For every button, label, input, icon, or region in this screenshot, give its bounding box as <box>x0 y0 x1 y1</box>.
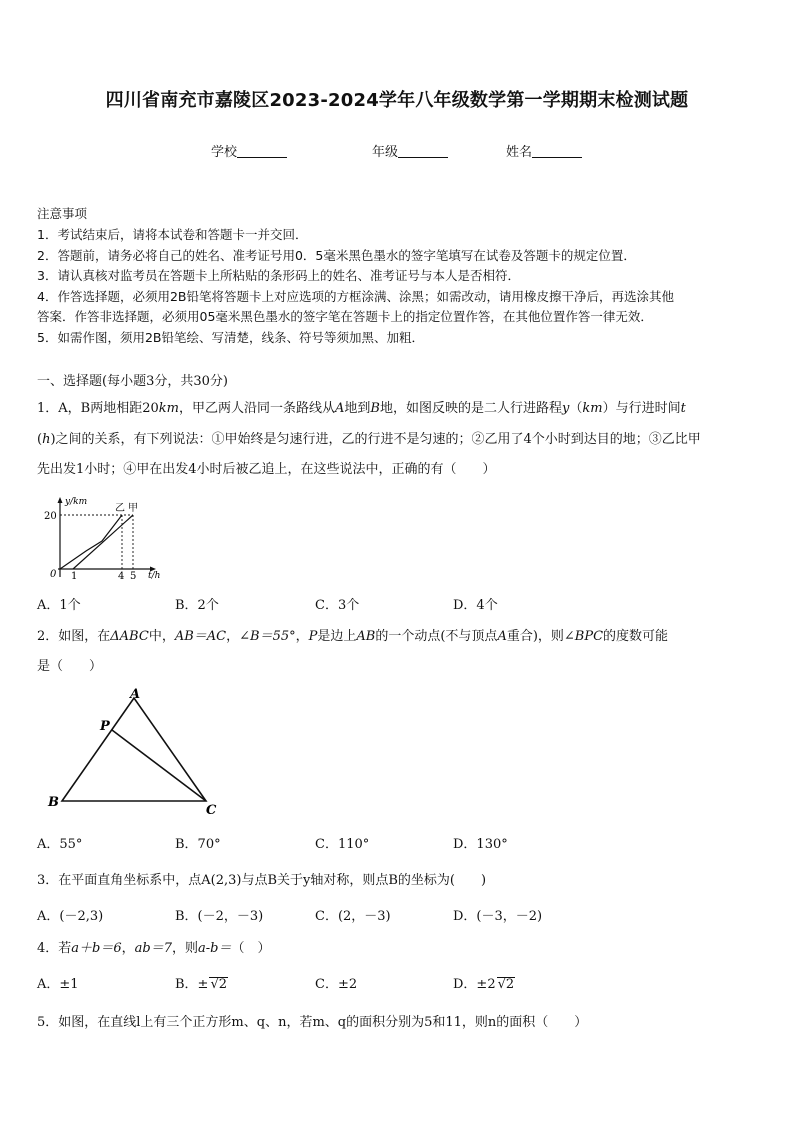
notice-item-1: 1．考试结束后，请将本试卷和答题卡一并交回． <box>37 227 308 242</box>
school-blank <box>237 145 287 158</box>
notice-item-3: 3．请认真核对监考员在答题卡上所粘贴的条形码上的姓名、准考证号与本人是否相符． <box>37 268 520 283</box>
notice-item-4: 4．作答选择题，必须用2B铅笔将答题卡上对应选项的方框涂满、涂黑；如需改动，请用橡皮擦干净后，再选涂其他 <box>37 289 674 304</box>
q2-option-a: A．55° <box>37 837 83 852</box>
notice-item-2: 2．答题前，请务必将自己的姓名、准考证号用0．5毫米黑色墨水的签字笔填写在试卷及答题卡的规定位置． <box>37 248 636 263</box>
notice-item-5: 5．如需作图，须用2B铅笔绘、写清楚，线条、符号等须加黑、加粗． <box>37 330 424 345</box>
vertex-a-label: A <box>130 688 141 702</box>
name-label: 姓名 <box>506 145 533 160</box>
tick-5: 5 <box>130 571 137 581</box>
grade-field <box>372 141 448 160</box>
q4-option-a: A．±1 <box>37 977 79 992</box>
vertex-c-label: C <box>206 803 217 816</box>
tick-4: 4 <box>118 571 125 581</box>
q2-option-d: D．130° <box>453 837 508 852</box>
name-field <box>506 141 582 160</box>
section-heading: 一、选择题(每小题3分，共30分) <box>37 374 228 389</box>
q4-option-d: D．±2 √2 <box>453 977 515 992</box>
q2-option-b: B．70° <box>175 837 221 852</box>
q5-text: 5．如图，在直线l上有三个正方形m、q、n，若m、q的面积分别为5和11，则n的面积（ ） <box>37 1015 588 1030</box>
sqrt-symbol: √2 <box>497 977 515 992</box>
sqrt-symbol: √2 <box>210 977 228 992</box>
q2-line-2: 是（ ） <box>37 659 103 674</box>
label-yi: 乙 <box>115 503 125 514</box>
line-yi <box>60 515 122 569</box>
y-axis-label: y/km <box>65 497 88 507</box>
q1-option-a: A．1个 <box>37 598 81 613</box>
label-jia: 甲 <box>128 503 138 514</box>
q1-option-b: B．2个 <box>175 598 219 613</box>
q1-line-3: 先出发1小时；④甲在出发4小时后被乙追上，在这些说法中，正确的有（ ） <box>37 462 496 477</box>
origin-label: 0 <box>50 569 57 580</box>
q1-graph <box>36 495 166 581</box>
page-title: 四川省南充市嘉陵区2023-2024学年八年级数学第一学期期末检测试题 <box>105 90 689 111</box>
vertex-b-label: B <box>48 795 59 810</box>
q3-text: 3．在平面直角坐标系中，点A(2,3)与点B关于y轴对称，则点B的坐标为( ) <box>37 873 487 888</box>
tick-20: 20 <box>44 511 57 522</box>
q3-option-c: C．(2，－3) <box>315 909 391 924</box>
line-jia <box>73 515 133 569</box>
q4-text: 4．若a＋b＝6，ab＝7，则a-b＝（ ） <box>37 941 271 956</box>
tick-1: 1 <box>71 571 78 581</box>
grade-label: 年级 <box>372 145 399 160</box>
q2-line-1: 2．如图，在ΔABC中，AB＝AC，∠B＝55°，P是边上AB的一个动点(不与顶点A重合)，则∠BPC的度数可能 <box>37 629 669 644</box>
q3-option-b: B．(－2，－3) <box>175 909 264 924</box>
point-p-label: P <box>100 719 110 734</box>
name-blank <box>532 145 582 158</box>
q4-option-b: B．± √2 <box>175 977 228 992</box>
grade-blank <box>398 145 448 158</box>
q1-option-c: C．3个 <box>315 598 360 613</box>
x-axis-label: t/h <box>148 571 161 581</box>
q4-option-c: C．±2 <box>315 977 358 992</box>
q3-option-a: A．(－2,3) <box>37 909 104 924</box>
school-field <box>211 141 287 160</box>
q3-option-d: D．(－3，－2) <box>453 909 543 924</box>
notice-heading: 注意事项 <box>37 206 88 221</box>
segment-pc <box>112 730 206 801</box>
school-label: 学校 <box>211 145 238 160</box>
q2-figure <box>44 688 224 816</box>
q1-line-1: 1．A，B两地相距20km，甲乙两人沿同一条路线从A地到B地，如图反映的是二人行进路程y（km）与行进时间t <box>37 401 686 416</box>
q1-option-d: D．4个 <box>453 598 498 613</box>
notice-item-4-cont: 答案．作答非选择题，必须用05毫米黑色墨水的签字笔在答题卡上的指定位置作答，在其他位置作答一律无效． <box>37 309 653 324</box>
q2-option-c: C．110° <box>315 837 370 852</box>
y-axis-arrow <box>58 497 63 503</box>
q1-line-2: (h)之间的关系，有下列说法：①甲始终是匀速行进，乙的行进不是匀速的；②乙用了4个小时到达目的地；③乙比甲 <box>37 432 701 447</box>
